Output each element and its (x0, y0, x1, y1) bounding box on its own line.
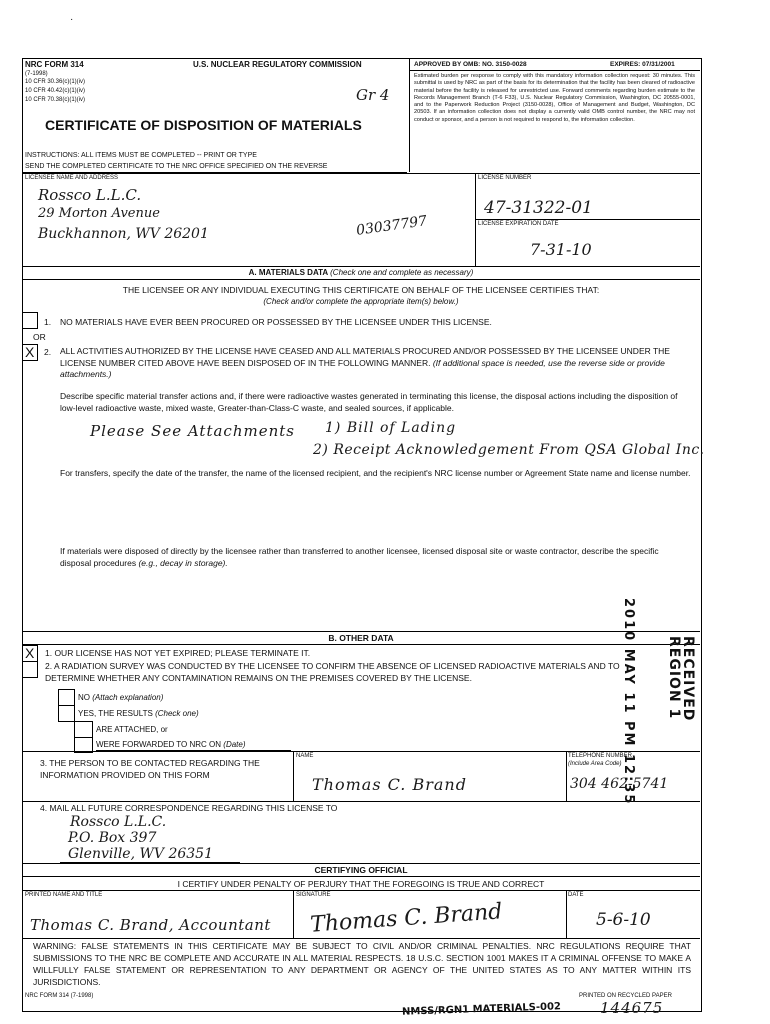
item1-number: 1. (44, 317, 52, 327)
item2-text: ALL ACTIVITIES AUTHORIZED BY THE LICENSE HAVE CEASED AND ALL MATERIALS PROCURED AND/OR POSSESSED BY THE LICENSEE UNDER THE LICENSE NUMBER CITED ABOVE HAVE BEEN DISPOSED OF IN THE FOLLOWING MANNER. (If additional space is needed, use the reverse side or provide attachments.) (60, 346, 670, 379)
footer-form: NRC FORM 314 (7-1998) (25, 993, 94, 999)
corner-mark: · (70, 14, 74, 25)
footer-nmss: NMSS/RGN1 MATERIALS-002 (401, 1001, 562, 1018)
certifying-heading: CERTIFYING OFFICIAL (314, 865, 408, 875)
transfers-text: For transfers, specify the date of the transfer, the name of the licensed recipient, and the recipient's NRC license number or Agreement State name and license number. (60, 468, 691, 478)
b-item1-text: 1. OUR LICENSE HAS NOT YET EXPIRED; PLEASE TERMINATE IT. (45, 648, 311, 658)
name-title-label: PRINTED NAME AND TITLE (25, 892, 103, 898)
certify-date: 5-6-10 (596, 910, 651, 930)
mail-label: 4. MAIL ALL FUTURE CORRESPONDENCE REGARDING THIS LICENSE TO (40, 803, 338, 813)
section-a-intro-note: (Check and/or complete the appropriate item(s) below.) (263, 297, 459, 306)
date-label: DATE (568, 892, 584, 898)
contact-phone: 304 462-5741 (570, 776, 669, 792)
item1-checkbox[interactable] (22, 312, 38, 329)
stamp-region: REGION 1 (666, 636, 682, 720)
attached-checkbox[interactable] (74, 721, 93, 738)
licensee-label: LICENSEE NAME AND ADDRESS (25, 175, 119, 181)
item1-text: NO MATERIALS HAVE EVER BEEN PROCURED OR POSSESSED BY THE LICENSEE UNDER THIS LICENSE. (60, 317, 492, 327)
footer-number: 144675 (600, 999, 664, 1017)
contact-name: Thomas C. Brand (312, 775, 467, 794)
item2-checkbox[interactable] (22, 344, 38, 361)
signature-label: SIGNATURE (296, 892, 331, 898)
warning-text: WARNING: FALSE STATEMENTS IN THIS CERTIFICATE MAY BE SUBJECT TO CIVIL AND/OR CRIMINAL PENALTIES. NRC REGULATIONS REQUIRE THAT SUBMISSIONS TO THE NRC BE COMPLETE AND ACCURATE IN ALL MATERIAL RESPECTS. 18 U.S.C. SECTION 1001 MAKES IT A CRIMINAL OFFENSE TO MAKE A WILLFULLY FALSE STATEMENT OR REPRESENTATION TO ANY DEPARTMENT OR AGENCY OF THE UNITED STATES AS TO ANY MATTER WITHIN ITS JURISDICTIONS. (33, 941, 691, 987)
signature: Thomas C. Brand (309, 899, 504, 938)
phone-label: TELEPHONE NUMBER (568, 753, 633, 759)
printed-name-title: Thomas C. Brand, Accountant (30, 916, 271, 934)
license-number: 47-31322-01 (484, 198, 593, 218)
cfr-3: 10 CFR 70.38(c)(1)(iv) (25, 97, 86, 103)
footer-recycled: PRINTED ON RECYCLED PAPER (579, 993, 672, 999)
form-title: CERTIFICATE OF DISPOSITION OF MATERIALS (45, 117, 362, 133)
yes-checkbox[interactable] (58, 705, 75, 722)
stamp-date: 2010 MAY 11 PM 12:35 (621, 598, 636, 806)
hw-see-attachments: Please See Attachments (90, 422, 295, 440)
cfr-1: 10 CFR 30.36(c)(1)(iv) (25, 79, 86, 85)
docket-number: 03037797 (355, 213, 429, 239)
instructions-1: INSTRUCTIONS: ALL ITEMS MUST BE COMPLETED -- PRINT OR TYPE (25, 152, 257, 159)
mail-line-2: P.O. Box 397 (68, 830, 157, 846)
licensee-city: Buckhannon, WV 26201 (38, 226, 209, 242)
certify-statement: I CERTIFY UNDER PENALTY OF PERJURY THAT THE FOREGOING IS TRUE AND CORRECT (177, 879, 545, 889)
form-number: NRC FORM 314 (25, 60, 84, 69)
cfr-2: 10 CFR 40.42(c)(1)(iv) (25, 88, 86, 94)
no-checkbox[interactable] (58, 689, 75, 706)
license-number-label: LICENSE NUMBER (478, 175, 532, 181)
licensee-name: Rossco L.L.C. (38, 186, 142, 204)
describe-text: Describe specific material transfer actions and, if there were radioactive wastes generated in terminating this license, the disposal actions including the disposition of low-level radioactive waste, mixed waste, Greater-than-Class-C waste, and sealed sources, if applicable. (60, 391, 678, 413)
phone-note: (Include Area Code) (568, 761, 622, 767)
no-label: NO (Attach explanation) (78, 693, 164, 702)
b-item2-checkbox[interactable] (22, 661, 38, 678)
b-item1-checkbox[interactable] (22, 645, 38, 662)
section-a-intro: THE LICENSEE OR ANY INDIVIDUAL EXECUTING THIS CERTIFICATE ON BEHALF OF THE LICENSEE CERTIFIES THAT: (122, 285, 600, 295)
or-label: OR (33, 332, 46, 342)
burden-statement: Estimated burden per response to comply with this mandatory information collection request: 30 minutes. This submittal is used by NRC as part of the basis for its determination that the facility has been cleared of radioactive material before the facility is released for unrestricted use. Forward comments regarding burden estimate to the Records Management Branch (T-6 F33), U.S. Nuclear Regulatory Commission, Washington, DC 20555-0001, and to the Paperwork Reduction Project (3150-0028), Office of Management and Budget, Washington, DC 20503. If an information collection does not display a currently valid OMB control number, the NRC may not conduct or sponsor, and a person is not required to respond to, the information collection. (414, 73, 695, 123)
hw-bill-of-lading: 1) Bill of Lading (325, 420, 457, 436)
yes-label: YES, THE RESULTS (Check one) (78, 709, 199, 718)
mail-line-1: Rossco L.L.C. (70, 814, 167, 830)
stamp-received: RECEIVED (680, 636, 696, 722)
omb-expires: EXPIRES: 07/31/2001 (610, 61, 675, 68)
b-item1-check-mark: X (25, 645, 35, 661)
disposed-text: If materials were disposed of directly by the licensee rather than transferred to another licensee, licensed disposal site or waste contractor, describe the specific disposal procedures (e.g., decay in storage). (60, 546, 659, 568)
hw-receipt: 2) Receipt Acknowledgement From QSA Global Inc. (313, 442, 705, 458)
form-date: (7-1998) (25, 71, 48, 77)
mail-line-3: Glenville, WV 26351 (68, 846, 213, 862)
contact-name-label: NAME (296, 753, 314, 759)
forwarded-label: WERE FORWARDED TO NRC ON (Date) (96, 740, 246, 749)
license-expiration: 7-31-10 (530, 240, 592, 259)
handwritten-code: Gr 4 (356, 86, 390, 104)
omb-approved: APPROVED BY OMB: NO. 3150-0028 (414, 61, 527, 68)
item2-check-mark: X (25, 344, 35, 360)
attached-label: ARE ATTACHED, or (96, 725, 168, 734)
item2-number: 2. (44, 347, 52, 357)
expiration-label: LICENSE EXPIRATION DATE (478, 221, 559, 227)
b-item2-text: 2. A RADIATION SURVEY WAS CONDUCTED BY THE LICENSEE TO CONFIRM THE ABSENCE OF LICENSED RADIOACTIVE MATERIALS AND TO DETERMINE WHETHER ANY CONTAMINATION REMAINS ON THE PREMISES COVERED BY THE LICENSE. (45, 661, 620, 683)
section-a-heading: A. MATERIALS DATA (Check one and complete as necessary) (248, 268, 474, 277)
section-b-heading: B. OTHER DATA (328, 633, 394, 643)
licensee-street: 29 Morton Avenue (38, 206, 160, 221)
contact-label: 3. THE PERSON TO BE CONTACTED REGARDING THE INFORMATION PROVIDED ON THIS FORM (40, 758, 260, 780)
agency-name: U.S. NUCLEAR REGULATORY COMMISSION (193, 60, 362, 69)
instructions-2: SEND THE COMPLETED CERTIFICATE TO THE NRC OFFICE SPECIFIED ON THE REVERSE (25, 163, 328, 170)
